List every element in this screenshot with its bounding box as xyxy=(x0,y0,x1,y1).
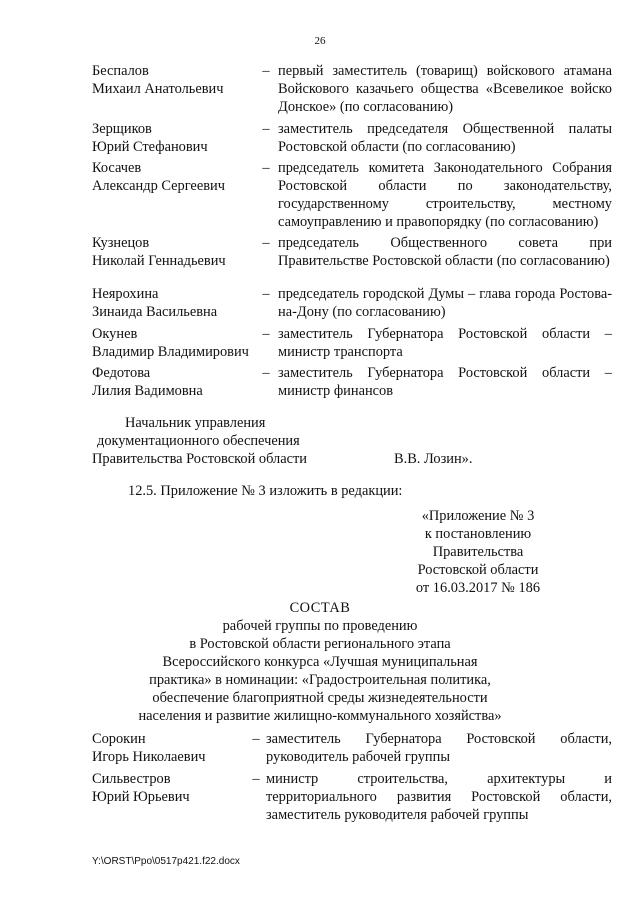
member-name xyxy=(92,730,262,766)
member-given-name: Юрий Стефанович xyxy=(92,139,208,155)
member-role: заместитель Губернатора Ростовской области – министр транспорта xyxy=(278,326,612,360)
member-role: заместитель председателя Общественной палаты Ростовской области (по согласованию) xyxy=(278,121,612,155)
file-path-footer: Y:\ORST\Ppo\0517p421.f22.docx xyxy=(92,856,240,867)
member-given-name: Зинаида Васильевна xyxy=(92,304,218,320)
member-role: заместитель Губернатора Ростовской области – министр финансов xyxy=(278,365,612,399)
member-surname: Сорокин xyxy=(92,731,146,747)
member-given-name: Михаил Анатольевич xyxy=(92,81,224,97)
composition-title xyxy=(0,599,640,725)
member-name xyxy=(92,364,262,400)
appendix-line-3: Правительства xyxy=(432,544,524,560)
separator-dash: – xyxy=(262,365,270,381)
member-name xyxy=(92,234,262,270)
amendment-paragraph: 12.5. Приложение № 3 изложить в редакции: xyxy=(128,483,403,499)
member-given-name: Юрий Юрьевич xyxy=(92,789,190,805)
member-given-name: Александр Сергеевич xyxy=(92,178,225,194)
member-name xyxy=(92,285,262,321)
composition-line-1: рабочей группы по проведению xyxy=(222,618,418,634)
signature-line-1: Начальник управления xyxy=(125,415,266,431)
composition-line-3: Всероссийского конкурса «Лучшая муниципальная xyxy=(162,654,478,670)
appendix-line-2: к постановлению xyxy=(424,526,532,542)
appendix-header xyxy=(378,507,578,597)
member-role: министр строительства, архитектуры и территориального развития Ростовской области, заместитель руководителя рабочей группы xyxy=(266,771,612,823)
signature-line-3: Правительства Ростовской области xyxy=(92,451,307,467)
member-role: председатель комитета Законодательного Собрания Ростовской области по законодательству, государственному строительству, местному самоуправлению и правопорядку (по согласованию) xyxy=(278,160,612,230)
composition-line-2: в Ростовской области регионального этапа xyxy=(189,636,451,652)
member-given-name: Игорь Николаевич xyxy=(92,749,206,765)
member-surname: Беспалов xyxy=(92,63,149,79)
member-given-name: Николай Геннадьевич xyxy=(92,253,226,269)
signature-line-2: документационного обеспечения xyxy=(97,433,300,449)
member-surname: Зерщиков xyxy=(92,121,152,137)
member-surname: Сильвестров xyxy=(92,771,171,787)
member-name xyxy=(92,120,262,156)
member-name xyxy=(92,770,262,806)
separator-dash: – xyxy=(262,160,270,176)
separator-dash: – xyxy=(262,286,270,302)
separator-dash: – xyxy=(252,731,260,747)
member-surname: Косачев xyxy=(92,160,142,176)
separator-dash: – xyxy=(252,771,260,787)
member-surname: Кузнецов xyxy=(92,235,150,251)
signatory-name: В.В. Лозин». xyxy=(394,451,473,467)
member-given-name: Владимир Владимирович xyxy=(92,344,249,360)
appendix-line-4: Ростовской области xyxy=(417,562,539,578)
member-role: заместитель Губернатора Ростовской области, руководитель рабочей группы xyxy=(266,731,612,765)
member-role: первый заместитель (товарищ) войскового атамана Войскового казачьего общества «Всевеликое войско Донское» (по согласованию) xyxy=(278,63,612,115)
member-role: председатель Общественного совета при Правительстве Ростовской области (по согласованию) xyxy=(278,235,612,269)
member-name xyxy=(92,159,262,195)
member-given-name: Лилия Вадимовна xyxy=(92,383,203,399)
member-name xyxy=(92,325,262,361)
member-surname: Федотова xyxy=(92,365,151,381)
page-number: 26 xyxy=(314,35,326,47)
member-surname: Окунев xyxy=(92,326,138,342)
member-surname: Неярохина xyxy=(92,286,159,302)
separator-dash: – xyxy=(262,235,270,251)
appendix-line-5: от 16.03.2017 № 186 xyxy=(415,580,541,596)
separator-dash: – xyxy=(262,326,270,342)
separator-dash: – xyxy=(262,121,270,137)
separator-dash: – xyxy=(262,63,270,79)
appendix-line-1: «Приложение № 3 xyxy=(421,508,535,524)
composition-line-4: практика» в номинации: «Градостроительная политика, xyxy=(149,672,491,688)
composition-heading: СОСТАВ xyxy=(289,600,351,616)
composition-line-5: обеспечение благоприятной среды жизнедеятельности xyxy=(152,690,488,706)
composition-line-6: населения и развитие жилищно-коммунального хозяйства» xyxy=(138,708,502,724)
member-role: председатель городской Думы – глава города Ростова-на-Дону (по согласованию) xyxy=(278,286,612,320)
member-name xyxy=(92,62,262,98)
